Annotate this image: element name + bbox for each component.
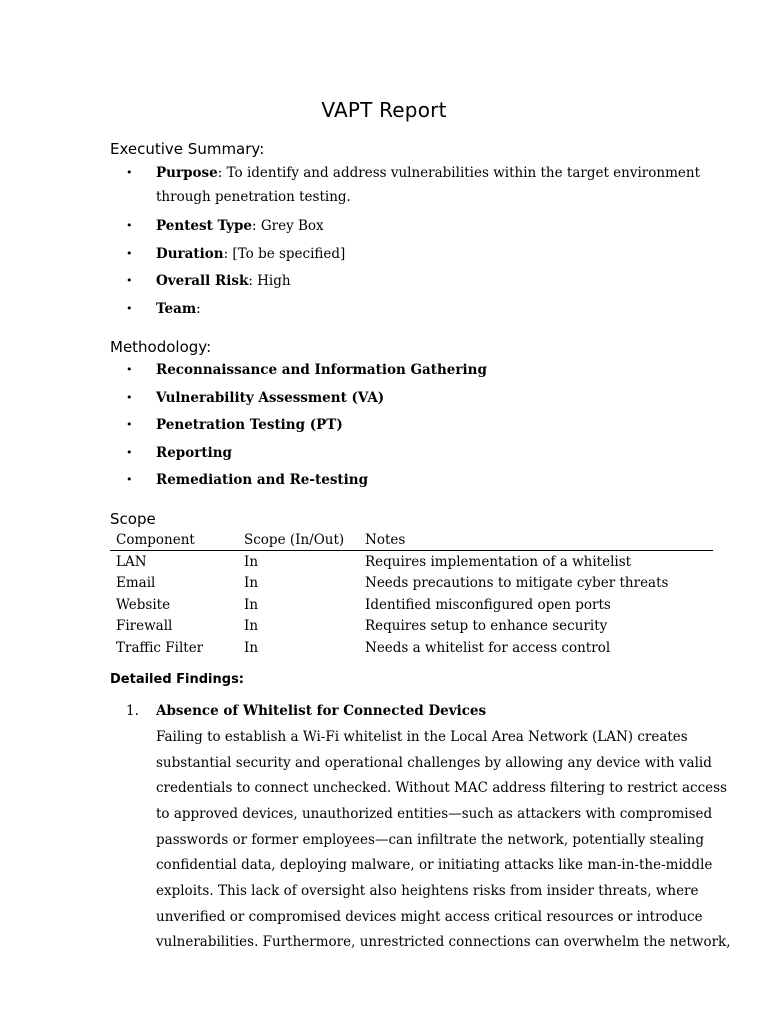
item-label: Duration: [156, 245, 224, 262]
item-separator: :: [196, 300, 201, 317]
finding-text-line: passwords or former employees—can infiltrate the network, potentially stealing: [156, 832, 704, 848]
bullet-icon: •: [126, 473, 133, 486]
methodology-item: Reporting: [156, 444, 232, 461]
table-cell: Email: [116, 575, 156, 592]
item-label: Overall Risk: [156, 273, 249, 289]
methodology-item: Vulnerability Assessment (VA): [156, 389, 385, 406]
item-value: High: [257, 273, 291, 289]
table-cell: Identified misconfigured open ports: [365, 596, 611, 613]
bullet-icon: •: [126, 418, 133, 431]
finding-number: 1.: [126, 703, 139, 719]
table-row: [110, 637, 713, 659]
table-cell: In: [244, 575, 259, 592]
column-header: Notes: [359, 530, 713, 551]
table-cell: Firewall: [116, 618, 173, 635]
finding-text-line: unverified or compromised devices might access critical resources or introduce: [156, 909, 703, 925]
bullet-icon: •: [126, 390, 133, 404]
finding-text-line: Failing to establish a Wi-Fi whitelist in the Local Area Network (LAN) creates: [156, 729, 688, 745]
bullet-icon: •: [126, 363, 133, 376]
item-label: Pentest Type: [156, 218, 252, 234]
table-cell: Requires implementation of a whitelist: [365, 553, 632, 570]
item-value: [To be specified]: [232, 245, 346, 262]
item-separator: :: [223, 245, 233, 262]
bullet-icon: •: [126, 274, 133, 287]
item-value: Grey Box: [260, 218, 324, 234]
table-cell: In: [244, 553, 259, 570]
table-row: [110, 573, 713, 595]
bullet-icon: •: [126, 166, 133, 179]
methodology-item: Remediation and Re-testing: [156, 472, 369, 488]
table-cell: In: [244, 618, 259, 635]
table-cell: Requires setup to enhance security: [365, 618, 608, 635]
table-row: [110, 616, 713, 638]
finding-text-line: confidential data, deploying malware, or initiating attacks like man-in-the-middle: [156, 857, 713, 873]
item-continuation: through penetration testing.: [156, 189, 351, 205]
methodology-heading: Methodology:: [110, 338, 212, 356]
table-row: [110, 551, 713, 573]
finding-text-line: credentials to connect unchecked. Without MAC address filtering to restrict access: [156, 780, 728, 796]
column-header: Scope (In/Out): [238, 530, 359, 551]
table-cell: LAN: [116, 553, 147, 570]
bullet-icon: •: [126, 219, 133, 232]
bullet-icon: •: [126, 301, 133, 315]
finding-text-line: exploits. This lack of oversight also heightens risks from insider threats, where: [156, 883, 699, 899]
methodology-item: Reconnaissance and Information Gathering: [156, 362, 487, 378]
item-separator: :: [248, 273, 258, 289]
table-cell: Website: [116, 596, 171, 613]
executive-summary-heading: Executive Summary:: [110, 140, 265, 158]
finding-title: Absence of Whitelist for Connected Devices: [156, 703, 487, 719]
table-cell: Needs precautions to mitigate cyber threats: [365, 575, 669, 592]
page-title: VAPT Report: [321, 98, 447, 122]
item-value: To identify and address vulnerabilities within the target environment: [226, 165, 700, 181]
table-header-row: [110, 530, 713, 551]
finding-text-line: to approved devices, unauthorized entities—such as attackers with compromised: [156, 806, 713, 822]
bullet-icon: •: [126, 246, 133, 260]
column-header: Component: [110, 530, 238, 551]
finding-text-line: vulnerabilities. Furthermore, unrestricted connections can overwhelm the network,: [156, 934, 731, 950]
detailed-findings-heading: Detailed Findings:: [110, 672, 245, 687]
methodology-item: Penetration Testing (PT): [156, 417, 343, 433]
item-separator: :: [217, 165, 227, 181]
finding-text-line: substantial security and operational challenges by allowing any device with valid: [156, 755, 712, 771]
bullet-icon: •: [126, 445, 133, 459]
scope-table: [110, 530, 713, 659]
item-label: Team: [156, 300, 197, 317]
table-cell: Needs a whitelist for access control: [365, 639, 611, 656]
table-cell: In: [244, 639, 259, 656]
item-separator: :: [252, 218, 261, 234]
table-row: [110, 594, 713, 616]
item-label: Purpose: [156, 165, 218, 181]
scope-heading: Scope: [110, 510, 156, 528]
table-cell: In: [244, 596, 259, 613]
table-cell: Traffic Filter: [116, 639, 204, 656]
